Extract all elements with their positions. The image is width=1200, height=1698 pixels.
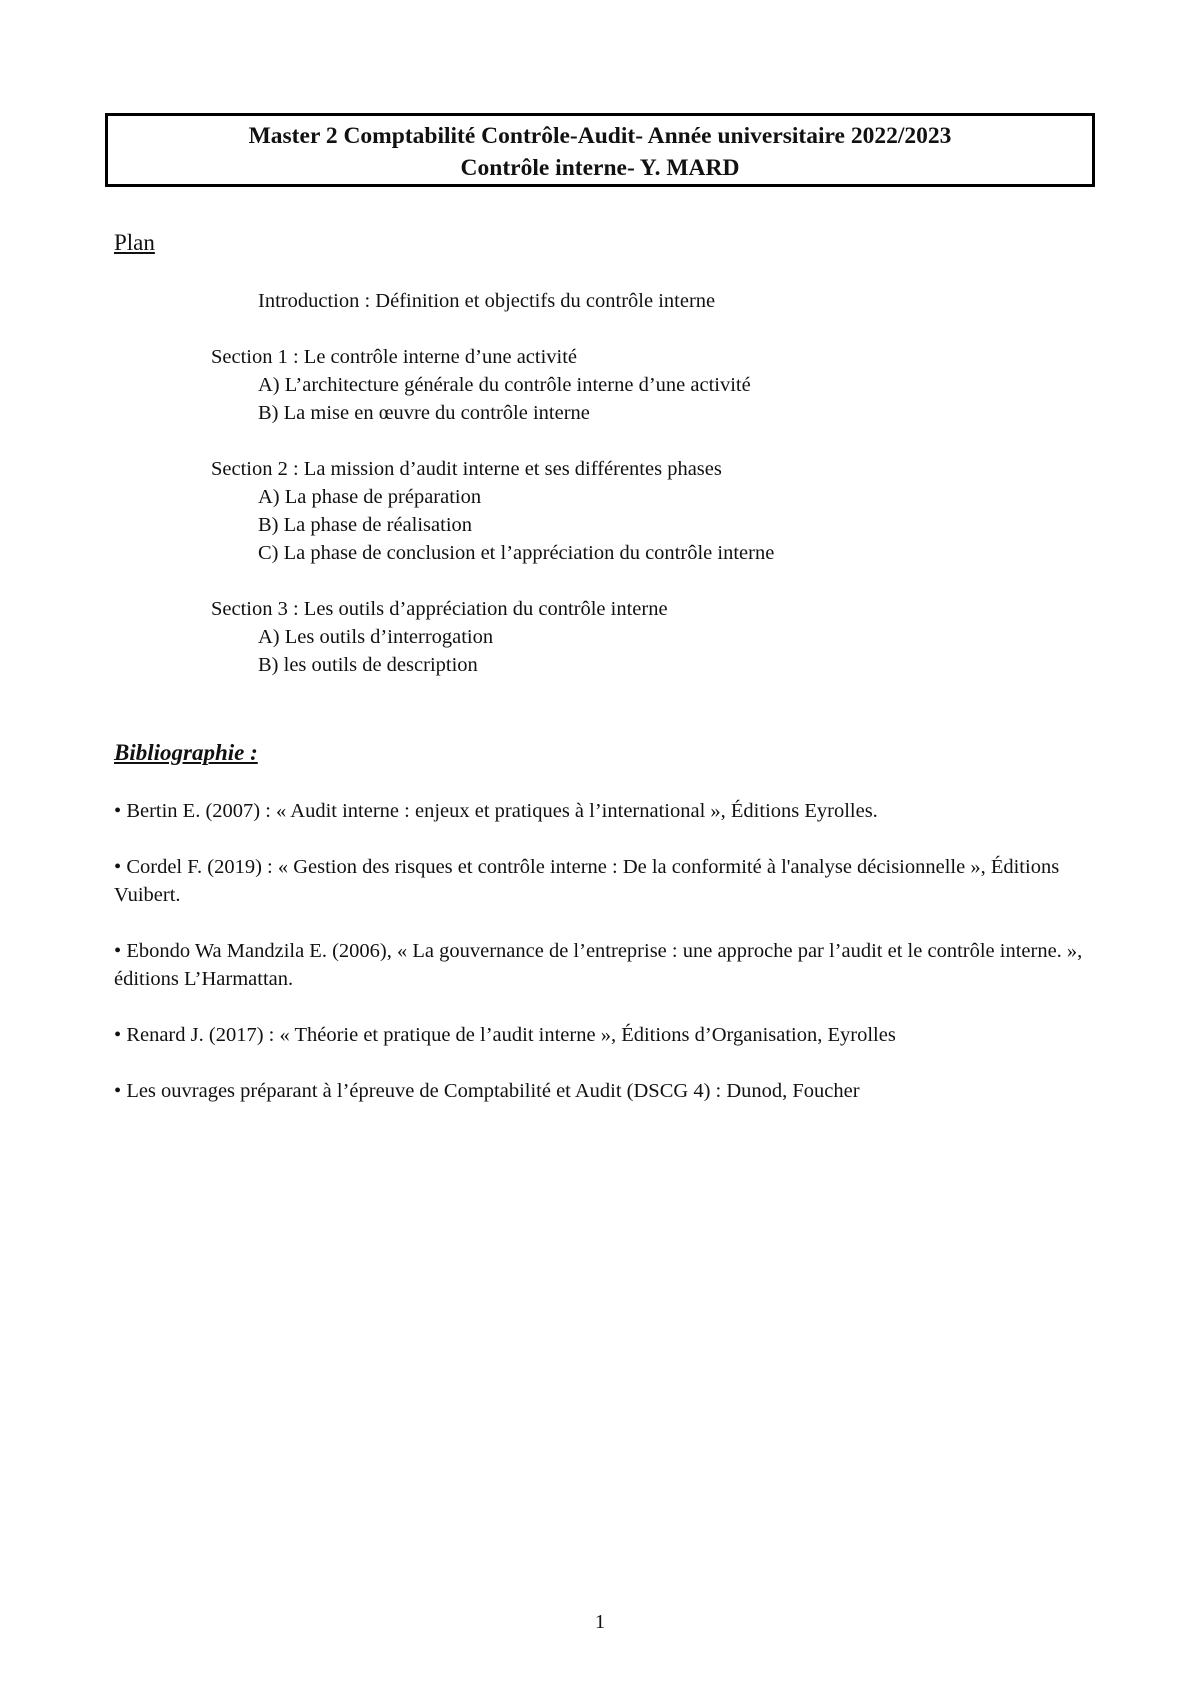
title-line-1: Master 2 Comptabilité Contrôle-Audit- Année universitaire 2022/2023 xyxy=(248,123,952,149)
bullet-icon: • xyxy=(114,800,122,822)
bibliography-entry xyxy=(114,797,1094,825)
plan-section-1-title: Section 1 : Le contrôle interne d’une activité xyxy=(211,346,578,368)
bibliography-entry xyxy=(114,937,1094,993)
plan-section-1-item-b: B) La mise en œuvre du contrôle interne xyxy=(258,402,590,424)
plan-section-3-item-b: B) les outils de description xyxy=(258,654,478,676)
bibliography-entry-text: Renard J. (2017) : « Théorie et pratique de l’audit interne », Éditions d’Organisation, Eyrolles xyxy=(126,1024,896,1046)
bullet-icon: • xyxy=(114,1080,122,1102)
bullet-icon: • xyxy=(114,1024,122,1046)
bibliography-entry-text: Ebondo Wa Mandzila E. (2006), « La gouvernance de l’entreprise : une approche par l’audit et le contrôle interne. », éditions L’Harmattan. xyxy=(114,940,1083,990)
bibliography-entry xyxy=(114,1021,1094,1049)
bibliography-entry xyxy=(114,853,1094,909)
bullet-icon: • xyxy=(114,856,122,878)
plan-introduction: Introduction : Définition et objectifs du contrôle interne xyxy=(258,290,716,312)
plan-section-2-item-b: B) La phase de réalisation xyxy=(258,514,473,536)
plan-heading: Plan xyxy=(114,230,155,255)
bibliography-heading: Bibliographie : xyxy=(114,740,258,765)
bibliography-entry-text: Cordel F. (2019) : « Gestion des risques et contrôle interne : De la conformité à l'analyse décisionnelle », Éditions Vuibert. xyxy=(114,856,1060,906)
plan-section-1-item-a: A) L’architecture générale du contrôle interne d’une activité xyxy=(258,374,751,396)
bullet-icon: • xyxy=(114,940,122,962)
bibliography-entry xyxy=(114,1077,1094,1105)
plan-section-2-item-a: A) La phase de préparation xyxy=(258,486,482,508)
plan-section-2-title: Section 2 : La mission d’audit interne et ses différentes phases xyxy=(211,458,722,480)
page-number: 1 xyxy=(594,1611,606,1633)
plan-section-2-item-c: C) La phase de conclusion et l’appréciation du contrôle interne xyxy=(258,542,775,564)
bibliography-entry-text: Bertin E. (2007) : « Audit interne : enjeux et pratiques à l’international », Éditions Eyrolles. xyxy=(126,800,878,822)
title-box xyxy=(105,113,1095,187)
title-line-2: Contrôle interne- Y. MARD xyxy=(460,155,740,181)
bibliography-entry-text: Les ouvrages préparant à l’épreuve de Comptabilité et Audit (DSCG 4) : Dunod, Foucher xyxy=(126,1080,860,1102)
plan-section-3-title: Section 3 : Les outils d’appréciation du contrôle interne xyxy=(211,598,668,620)
plan-section-3-item-a: A) Les outils d’interrogation xyxy=(258,626,494,648)
